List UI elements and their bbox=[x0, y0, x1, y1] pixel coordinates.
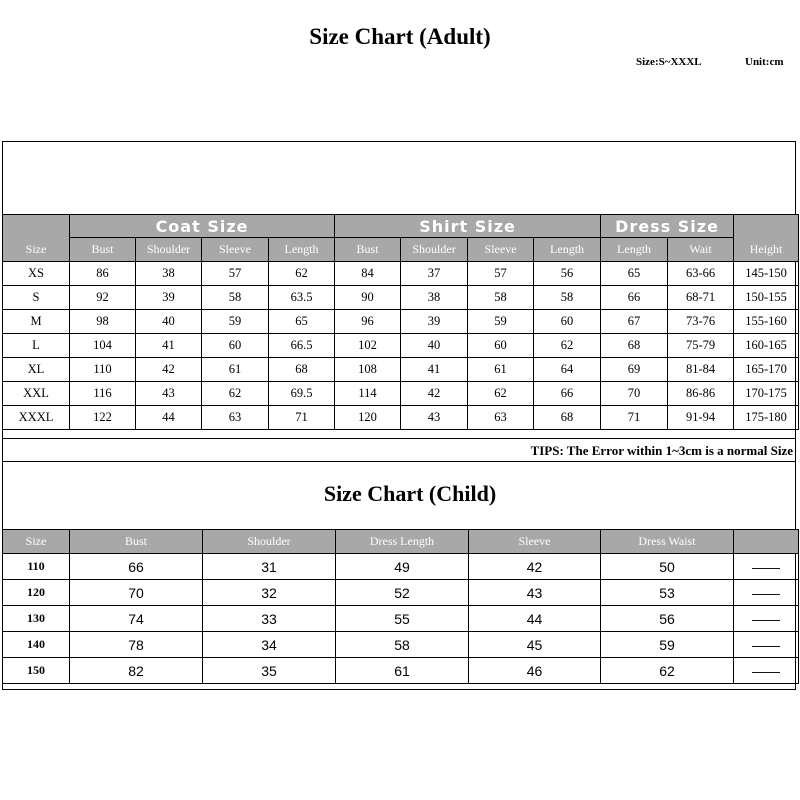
size-cell: 130 bbox=[3, 606, 70, 632]
table-cell: 63.5 bbox=[269, 286, 335, 310]
table-cell: 116 bbox=[70, 382, 136, 406]
table-cell: 42 bbox=[136, 358, 202, 382]
size-cell: 120 bbox=[3, 580, 70, 606]
size-cell: 140 bbox=[3, 632, 70, 658]
table-cell: 62 bbox=[468, 382, 534, 406]
table-cell: 114 bbox=[335, 382, 401, 406]
table-cell: 34 bbox=[203, 632, 336, 658]
table-cell: 78 bbox=[70, 632, 203, 658]
table-cell: 120 bbox=[335, 406, 401, 430]
size-cell: XL bbox=[3, 358, 70, 382]
table-cell: 69.5 bbox=[269, 382, 335, 406]
table-cell: 68 bbox=[269, 358, 335, 382]
table-cell: 62 bbox=[202, 382, 269, 406]
table-cell: 91-94 bbox=[668, 406, 734, 430]
table-cell: 43 bbox=[136, 382, 202, 406]
size-cell: L bbox=[3, 334, 70, 358]
table-cell: —— bbox=[734, 580, 799, 606]
table-cell: —— bbox=[734, 606, 799, 632]
table-row bbox=[3, 262, 799, 286]
table-row bbox=[3, 334, 799, 358]
column-header: Size bbox=[3, 530, 70, 554]
table-row bbox=[3, 658, 799, 684]
table-cell: 46 bbox=[469, 658, 601, 684]
table-cell: 82 bbox=[70, 658, 203, 684]
table-cell: 70 bbox=[70, 580, 203, 606]
size-cell: XS bbox=[3, 262, 70, 286]
table-cell: 40 bbox=[401, 334, 468, 358]
table-cell: 61 bbox=[336, 658, 469, 684]
tips-text: TIPS: The Error within 1~3cm is a normal Size bbox=[530, 443, 793, 458]
table-cell: 53 bbox=[601, 580, 734, 606]
table-cell: 66 bbox=[70, 554, 203, 580]
table-row bbox=[3, 406, 799, 430]
dress-size-group-header: Dress Size bbox=[601, 215, 734, 238]
size-range-label: Size:S~XXXL bbox=[636, 56, 702, 68]
shirt-size-group-header: Shirt Size bbox=[335, 215, 601, 238]
column-header: Sleeve bbox=[469, 530, 601, 554]
table-cell: 38 bbox=[136, 262, 202, 286]
tips-bar bbox=[2, 438, 796, 462]
table-cell: 60 bbox=[202, 334, 269, 358]
table-cell: 39 bbox=[136, 286, 202, 310]
table-cell: 42 bbox=[401, 382, 468, 406]
table-cell: 74 bbox=[70, 606, 203, 632]
table-cell: 165-170 bbox=[734, 358, 799, 382]
adult-chart-title: Size Chart (Adult) bbox=[309, 24, 491, 49]
height-column-header: Height bbox=[734, 215, 799, 262]
table-cell: 50 bbox=[601, 554, 734, 580]
table-cell: —— bbox=[734, 554, 799, 580]
table-cell: —— bbox=[734, 658, 799, 684]
table-cell: 32 bbox=[203, 580, 336, 606]
column-header: Dress Length bbox=[336, 530, 469, 554]
table-cell: 110 bbox=[70, 358, 136, 382]
table-cell: 86-86 bbox=[668, 382, 734, 406]
table-cell: 59 bbox=[202, 310, 269, 334]
table-cell: 56 bbox=[601, 606, 734, 632]
table-row bbox=[3, 554, 799, 580]
coat-size-group-header: Coat Size bbox=[70, 215, 335, 238]
table-cell: 102 bbox=[335, 334, 401, 358]
table-cell: 61 bbox=[202, 358, 269, 382]
child-size-table bbox=[2, 529, 799, 684]
table-cell: 62 bbox=[601, 658, 734, 684]
table-cell: 57 bbox=[468, 262, 534, 286]
table-cell: 62 bbox=[269, 262, 335, 286]
table-cell: 58 bbox=[336, 632, 469, 658]
column-header: Length bbox=[601, 238, 668, 262]
column-header: Length bbox=[269, 238, 335, 262]
table-cell: 31 bbox=[203, 554, 336, 580]
table-cell: 59 bbox=[468, 310, 534, 334]
table-cell: 81-84 bbox=[668, 358, 734, 382]
table-cell: 58 bbox=[202, 286, 269, 310]
table-cell: 145-150 bbox=[734, 262, 799, 286]
table-row bbox=[3, 310, 799, 334]
table-cell: —— bbox=[734, 632, 799, 658]
table-cell: 52 bbox=[336, 580, 469, 606]
unit-label: Unit:cm bbox=[745, 56, 784, 68]
table-cell: 37 bbox=[401, 262, 468, 286]
table-cell: 64 bbox=[534, 358, 601, 382]
column-header: Sleeve bbox=[468, 238, 534, 262]
table-cell: 150-155 bbox=[734, 286, 799, 310]
table-cell: 73-76 bbox=[668, 310, 734, 334]
table-cell: 41 bbox=[401, 358, 468, 382]
table-cell: 59 bbox=[601, 632, 734, 658]
column-header bbox=[734, 530, 799, 554]
table-cell: 40 bbox=[136, 310, 202, 334]
child-chart-title: Size Chart (Child) bbox=[323, 481, 497, 506]
table-cell: 98 bbox=[70, 310, 136, 334]
table-cell: 75-79 bbox=[668, 334, 734, 358]
table-cell: 45 bbox=[469, 632, 601, 658]
adult-size-table bbox=[2, 214, 799, 430]
table-cell: 39 bbox=[401, 310, 468, 334]
table-cell: 96 bbox=[335, 310, 401, 334]
table-cell: 175-180 bbox=[734, 406, 799, 430]
table-cell: 90 bbox=[335, 286, 401, 310]
table-cell: 65 bbox=[601, 262, 668, 286]
column-header: Wait bbox=[668, 238, 734, 262]
table-cell: 62 bbox=[534, 334, 601, 358]
size-column-header: Size bbox=[3, 215, 70, 262]
table-cell: 44 bbox=[469, 606, 601, 632]
table-cell: 65 bbox=[269, 310, 335, 334]
table-cell: 58 bbox=[468, 286, 534, 310]
table-cell: 35 bbox=[203, 658, 336, 684]
table-cell: 57 bbox=[202, 262, 269, 286]
table-cell: 43 bbox=[401, 406, 468, 430]
table-cell: 108 bbox=[335, 358, 401, 382]
table-cell: 170-175 bbox=[734, 382, 799, 406]
table-cell: 68 bbox=[601, 334, 668, 358]
column-header: Shoulder bbox=[136, 238, 202, 262]
column-header: Bust bbox=[335, 238, 401, 262]
table-cell: 86 bbox=[70, 262, 136, 286]
size-cell: XXXL bbox=[3, 406, 70, 430]
column-header: Shoulder bbox=[203, 530, 336, 554]
column-header: Length bbox=[534, 238, 601, 262]
table-row bbox=[3, 606, 799, 632]
table-cell: 56 bbox=[534, 262, 601, 286]
table-cell: 70 bbox=[601, 382, 668, 406]
table-cell: 71 bbox=[269, 406, 335, 430]
table-row bbox=[3, 580, 799, 606]
table-cell: 69 bbox=[601, 358, 668, 382]
child-header-row bbox=[3, 530, 799, 554]
table-cell: 122 bbox=[70, 406, 136, 430]
table-cell: 92 bbox=[70, 286, 136, 310]
table-cell: 66.5 bbox=[269, 334, 335, 358]
table-cell: 60 bbox=[534, 310, 601, 334]
column-header: Bust bbox=[70, 530, 203, 554]
table-row bbox=[3, 358, 799, 382]
table-cell: 61 bbox=[468, 358, 534, 382]
table-cell: 66 bbox=[534, 382, 601, 406]
table-cell: 43 bbox=[469, 580, 601, 606]
table-cell: 55 bbox=[336, 606, 469, 632]
table-row bbox=[3, 382, 799, 406]
table-cell: 68 bbox=[534, 406, 601, 430]
table-cell: 67 bbox=[601, 310, 668, 334]
table-cell: 63 bbox=[202, 406, 269, 430]
column-header: Shoulder bbox=[401, 238, 468, 262]
table-cell: 42 bbox=[469, 554, 601, 580]
size-cell: 150 bbox=[3, 658, 70, 684]
table-cell: 38 bbox=[401, 286, 468, 310]
table-cell: 44 bbox=[136, 406, 202, 430]
size-cell: S bbox=[3, 286, 70, 310]
table-cell: 33 bbox=[203, 606, 336, 632]
table-cell: 104 bbox=[70, 334, 136, 358]
size-cell: M bbox=[3, 310, 70, 334]
table-cell: 49 bbox=[336, 554, 469, 580]
table-row bbox=[3, 286, 799, 310]
size-cell: XXL bbox=[3, 382, 70, 406]
table-cell: 160-165 bbox=[734, 334, 799, 358]
table-cell: 63 bbox=[468, 406, 534, 430]
table-cell: 155-160 bbox=[734, 310, 799, 334]
column-header: Bust bbox=[70, 238, 136, 262]
table-cell: 68-71 bbox=[668, 286, 734, 310]
table-cell: 66 bbox=[601, 286, 668, 310]
table-cell: 71 bbox=[601, 406, 668, 430]
table-row bbox=[3, 632, 799, 658]
table-cell: 84 bbox=[335, 262, 401, 286]
size-cell: 110 bbox=[3, 554, 70, 580]
column-header: Dress Waist bbox=[601, 530, 734, 554]
table-cell: 58 bbox=[534, 286, 601, 310]
table-cell: 63-66 bbox=[668, 262, 734, 286]
table-cell: 60 bbox=[468, 334, 534, 358]
table-cell: 41 bbox=[136, 334, 202, 358]
column-header: Sleeve bbox=[202, 238, 269, 262]
